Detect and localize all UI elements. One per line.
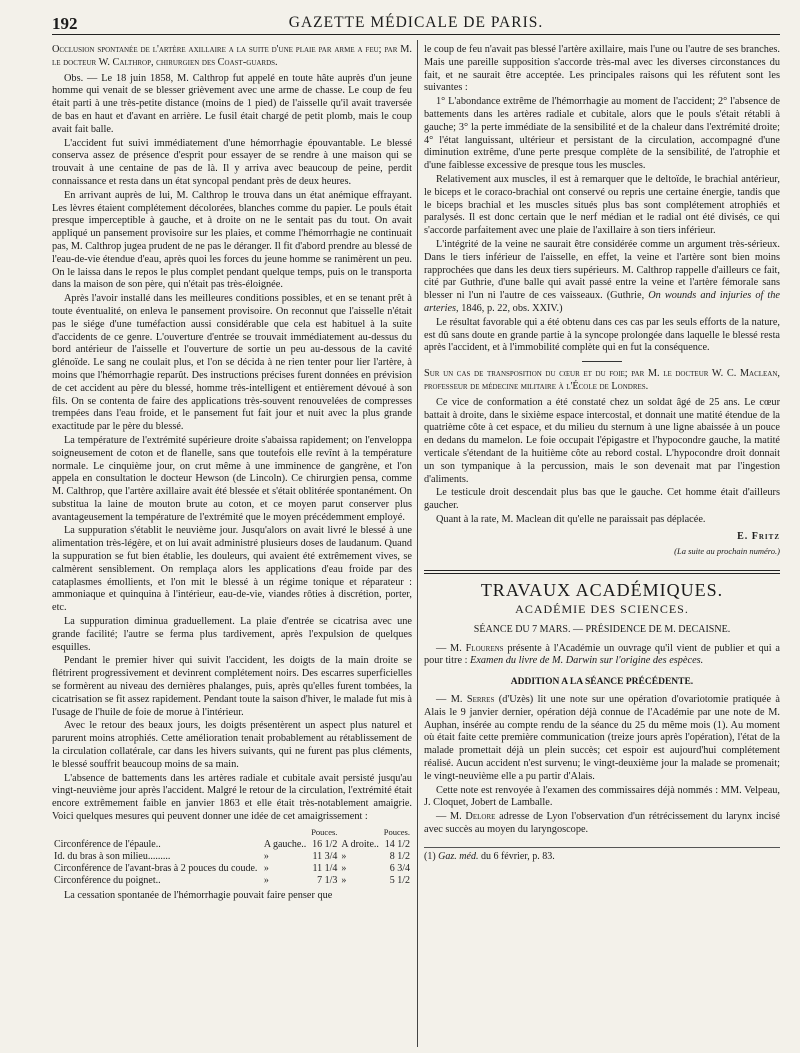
session-heading: SÉANCE DU 7 MARS. — PRÉSIDENCE DE M. DECAISNE.: [473, 623, 731, 635]
side-right: »: [341, 850, 347, 862]
column-divider: [417, 40, 418, 1047]
person-name: Flourens: [465, 642, 504, 654]
paragraph: Après l'avoir installé dans les meilleures conditions possibles, et en se tenant prêt à toute éventualité, on enleva le pansement provisoire. On reconnut que l'aisselle n'était pas le siége d'une tuméfaction aussi considérable que cela est habituel à la suite d'accidents de ce genre. L'ouverture d'entrée se trouvait immédiatement au-dessus du bord antérieur de l'aisselle et l'ouverture de sortie un peu au-dessous de la cavité glénoïde. Le sang ne coulait plus, et l'on se décida à ne rien tenter pour lier l'artère, à moins que l'hémorrhagie reparût. Des instructions précises furent données en prévision de cet accident au père du blessé, homme très-intelligent et entièrement dévoué à son fils. On se contenta de faire des applications très-souvent renouvelées de compresses trempées dans l'eau froide, et le pansement fut fait jour et nuit avec la plus grande exactitude par le père du blessé.: [52, 293, 412, 433]
section-subtitle: ACADÉMIE DES SCIENCES.: [515, 602, 689, 617]
side-left: »: [263, 874, 269, 886]
paragraph: [424, 643, 780, 669]
paragraph: La suppuration s'établit le neuvième jour. Jusqu'alors on avait livré le blessé à une alimentation très-légère, et on lui avait administré plusieurs doses de laudanum. Quand la suppuration se fut bien établie, les douleurs, qui avaient été extrêmement vives, se calmèrent sensiblement. On remplaça alors les applications d'eau froide par des cataplasmes émollients, et l'on mit le blessé à un régime tonique et réparateur : ammoniaque et quinquina à l'intérieur, eau-de-vie, viandes rôties à discrétion, porter, etc.: [52, 525, 412, 614]
left-value: 11 1/4: [312, 862, 338, 874]
table-row: [52, 863, 412, 875]
row-label: Circonférence de l'épaule..: [54, 838, 161, 850]
left-value: 7 1/3: [317, 874, 338, 886]
paragraph: En arrivant auprès de lui, M. Calthrop le trouva dans un état anémique effrayant. Les lèvres étaient complétement décolorées, blanches comme du papier. Le pouls était presque imperceptible à gauche, et à droite on ne le sentait pas du tout. On avait appliqué un pansement provisoire sur les plaies, et comme l'hémorrhagie ne continuait pas, M. Calthrop jugea prudent de ne pas le déranger. Il fit d'abord prendre au blessé de l'eau-de-vie étendue d'eau, après quoi les forces du jeune homme se ranimèrent un peu. On le laissa dans le repos le plus complet pendant quelque temps, puis on le transporta dans la maison de son père, qui n'était pas très-éloignée.: [52, 189, 412, 291]
table-header-row: [52, 826, 412, 839]
article-title-transposition: Sur un cas de transposition du cœur et du foie; par M. le docteur W. C. Maclean, professeur de médecine militaire à l'École de Londres.: [424, 368, 780, 392]
section-divider: [424, 570, 780, 574]
side-left: »: [263, 850, 269, 862]
right-value: 14 1/2: [384, 838, 410, 850]
side-left: »: [263, 862, 269, 874]
right-value: 5 1/2: [389, 874, 410, 886]
left-value: 16 1/2: [312, 838, 338, 850]
right-column: [424, 44, 780, 1047]
paragraph: le coup de feu n'avait pas blessé l'artère axillaire, mais l'une ou l'autre de ses branches. Mais une pareille supposition s'accorde très-mal avec les diverses circonstances du fait, et ne saurait être acceptée. Les principales raisons qui les réfutent sont les suivantes :: [424, 44, 780, 94]
author-signature: E. Fritz: [737, 530, 780, 542]
paragraph: Relativement aux muscles, il est à remarquer que le deltoïde, le brachial antérieur, le biceps et le coraco-brachial ont conservé ou repris une certaine énergie, tandis que le biceps brachial et les muscles situés plus bas sont complétement atrophiés et paralysés. Il est donc certain que le nerf médian et le radial ont été divisés, ce qui s'accorde parfaitement avec une plaie de l'axillaire à son tiers inférieur.: [424, 173, 780, 237]
paragraph: La cessation spontanée de l'hémorrhagie pouvait faire penser que: [64, 889, 333, 901]
citation: Gaz. méd.: [438, 850, 479, 862]
text: L'intégrité de la veine ne saurait être considérée comme un argument très-sérieux. Dans le tiers inférieur de l'aisselle, en effet, la veine et l'artère sont bien moins rapprochées que dans les deux tiers supérieurs. M. Calthrop rappelle d'ailleurs ce fait, cité par Guthrie, d'une balle qui avait passé entre la veine et l'artère fémorale sans blesser ni l'un ni l'autre de ces vaisseaux. (Guthrie,: [424, 238, 780, 302]
text: (d'Uzès) lit une note sur une opération d'ovariotomie pratiquée à Alais le 9 janvier dernier, opération déjà connue de l'Académie par une note de M. Auphan, insérée au compte rendu de la séance du 25 du même mois (1). Au moment où était faite cette première communication (treize jours après l'opération), l'état de la malade promettait déjà un plein succès; cet espoir est aujourd'hui complétement réalisé. Aucun accident n'est survenu; le vingt-deuxième jour la malade se promenait; le vingt-neuvième elle a pu partir d'Alais.: [424, 694, 780, 782]
right-value: 8 1/2: [389, 850, 410, 862]
footnote: [424, 847, 780, 864]
text: adresse de Lyon l'observation d'un rétrécissement du larynx incisé avec succès au moyen du laryngoscope.: [424, 811, 780, 836]
paragraph: L'accident fut suivi immédiatement d'une hémorrhagie épouvantable. Le blessé conserva assez de présence d'esprit pour essayer de se rendre à une maison qui se trouvait à une centaine de pas de là. Il y arriva avec beaucoup de peine, perdit connaissance et resta dans un état syncopal pendant près de deux heures.: [52, 137, 412, 187]
paragraph: Avec le retour des beaux jours, les doigts présentèrent un aspect plus naturel et parurent moins atrophiés. Cette amélioration tenait probablement au rétablissement de la circulation collatérale, car dans les hivers suivants, qui ne furent pas plus cléments, le blessé souffrit beaucoup moins de sa main.: [52, 720, 412, 770]
measurements-table: [52, 826, 412, 887]
person-name: Serres: [466, 694, 495, 706]
text: , 1846, p. 22, obs. XXIV.): [456, 302, 563, 314]
paragraph: Cette note est renvoyée à l'examen des commissaires déjà nommés : MM. Velpeau, J. Cloquet, Jobert de Lamballe.: [424, 784, 780, 809]
left-value: 11 3/4: [312, 850, 338, 862]
side-right: »: [341, 874, 347, 886]
unit-header: Pouces.: [383, 826, 410, 837]
side-left: A gauche..: [263, 838, 307, 850]
journal-title: GAZETTE MÉDICALE DE PARIS.: [288, 14, 544, 31]
paragraph: Le testicule droit descendait plus bas que le gauche. Cet homme était d'ailleurs gaucher.: [424, 487, 780, 512]
paragraph: [424, 694, 780, 784]
paragraph: La suppuration diminua graduellement. La plaie d'entrée se cicatrisa avec une grande facilité; l'autre se ferma plus tardivement, après l'expulsion de quelques esquilles.: [52, 616, 412, 653]
paragraph: [424, 811, 780, 837]
page-header: [52, 10, 780, 35]
continued-note: (La suite au prochain numéro.): [674, 546, 780, 557]
addition-heading: ADDITION A LA SÉANCE PRÉCÉDENTE.: [510, 677, 694, 688]
text: — M.: [436, 694, 467, 706]
paragraph: Le résultat favorable qui a été obtenu dans ces cas par les seuls efforts de la nature, est dû sans doute en grande partie à la syncope prolongée dans laquelle le blessé resta après l'accident, et à l'immobilité complète qui en fut la conséquence.: [424, 316, 780, 354]
table-row: [52, 875, 412, 887]
paragraph: [424, 239, 780, 316]
row-label: Circonférence du poignet..: [54, 874, 161, 886]
side-right: »: [341, 862, 347, 874]
right-value: 6 3/4: [389, 862, 410, 874]
text: — M.: [436, 811, 466, 823]
paragraph: Quant à la rate, M. Maclean dit qu'elle ne paraissait pas déplacée.: [436, 513, 706, 525]
unit-header: Pouces.: [311, 826, 338, 837]
table-row: [52, 851, 412, 863]
article-title-occlusion: Occlusion spontanée de l'artère axillaire a la suite d'une plaie par arme a feu; par M. le docteur W. Calthrop, chirurgien des Coast-guards.: [52, 44, 412, 68]
text: du 6 février, p. 83.: [478, 850, 555, 862]
cited-work-title: On wounds and injuries of the arteries: [424, 290, 780, 314]
table-row: [52, 839, 412, 851]
text: présente à l'Académie un ouvrage qu'il vient de publier et qui a pour titre :: [424, 642, 780, 667]
divider: [582, 361, 622, 362]
section-title: TRAVAUX ACADÉMIQUES.: [480, 580, 724, 601]
paragraph: 1° L'abondance extrême de l'hémorrhagie au moment de l'accident; 2° l'absence de battements dans les artères radiale et cubitale, alors que le pouls s'était rétabli à gauche; 3° la perte immédiate de la sensibilité et de la chaleur dans l'extrémité droite; 4° l'état languissant, ultérieur et persistant de la circulation, accompagné d'une diminution extrême, d'une perte presque complète de la sensibilité, de l'atrophie et d'une faiblesse excessive de presque tous les muscles.: [424, 96, 780, 172]
paragraph: Ce vice de conformation a été constaté chez un soldat âgé de 25 ans. Le cœur battait à droite, dans le sixième espace intercostal, et donnait une matité étendue de la quatrième côte à cet espace, et du milieu du sternum à une ligne abaissée à un pouce en dedans du mamelon. Le foie occupait l'épigastre et l'hypocondre gauche, la matité verticale s'étendant de la huitième côte au rebord costal. L'hypocondre droit donnait un son tympanique à la percussion, mais le son devenait mat par l'ingestion d'aliments.: [424, 396, 780, 485]
paragraph: Obs. — Le 18 juin 1858, M. Calthrop fut appelé en toute hâte auprès d'un jeune homme qui venait de se blesser grièvement avec une arme de chasse. Le coup de feu était parti à une très-petite distance (moins de 1 pied) de l'aisselle qu'il avait traversée de bas en haut et d'avant en arrière. Le fusil était chargé de petit plomb, mais le coup avait fait balle.: [52, 72, 412, 135]
text: (1): [424, 850, 439, 862]
paragraph: La température de l'extrémité supérieure droite s'abaissa rapidement; on l'enveloppa soigneusement de coton et de flanelle, sans que toutefois elle revînt à la température normale. Le cinquième jour, on crut même à une imminence de gangrène, et l'on appela en consultation le docteur Hewson (de Lincoln). Ce chirurgien pensa, comme M. Calthrop, que l'artère axillaire avait été blessée et s'était oblitérée spontanément. On substitua la laine de mouton brute au coton, et ce moyen parut conserver plus avantageusement la température de l'extrémité que le moyen précédemment employé.: [52, 434, 412, 523]
left-column: [52, 44, 412, 1047]
person-name: Delore: [465, 811, 496, 823]
paragraph: L'absence de battements dans les artères radiale et cubitale avait persisté jusqu'au vingt-neuvième jour après l'accident. Malgré le retour de la circulation, l'extrémité était encore extrêmement faible en janvier 1863 et elle était très-notablement amaigrie. Voici quelques mesures qui peuvent donner une idée de cet amaigrissement :: [52, 772, 412, 823]
side-right: A droite..: [341, 838, 379, 850]
row-label: Id. du bras à son milieu.........: [54, 850, 171, 862]
row-label: Circonférence de l'avant-bras à 2 pouces du coude.: [54, 862, 258, 874]
book-title: Examen du livre de M. Darwin sur l'origine des espèces.: [470, 655, 704, 667]
paragraph: Pendant le premier hiver qui suivit l'accident, les doigts de la main droite se flétrirent progressivement et devinrent complétement noirs. Des escarres superficielles se formèrent au niveau des dernières phalanges, puis, après qu'elles furent tombées, la cicatrisation se fit assez rapidement. Pendant toute la saison d'hiver, le malade fut mis à l'usage de l'huile de foie de morue à l'intérieur.: [52, 655, 412, 718]
text: — M.: [436, 642, 466, 654]
page-number: 192: [52, 14, 78, 33]
